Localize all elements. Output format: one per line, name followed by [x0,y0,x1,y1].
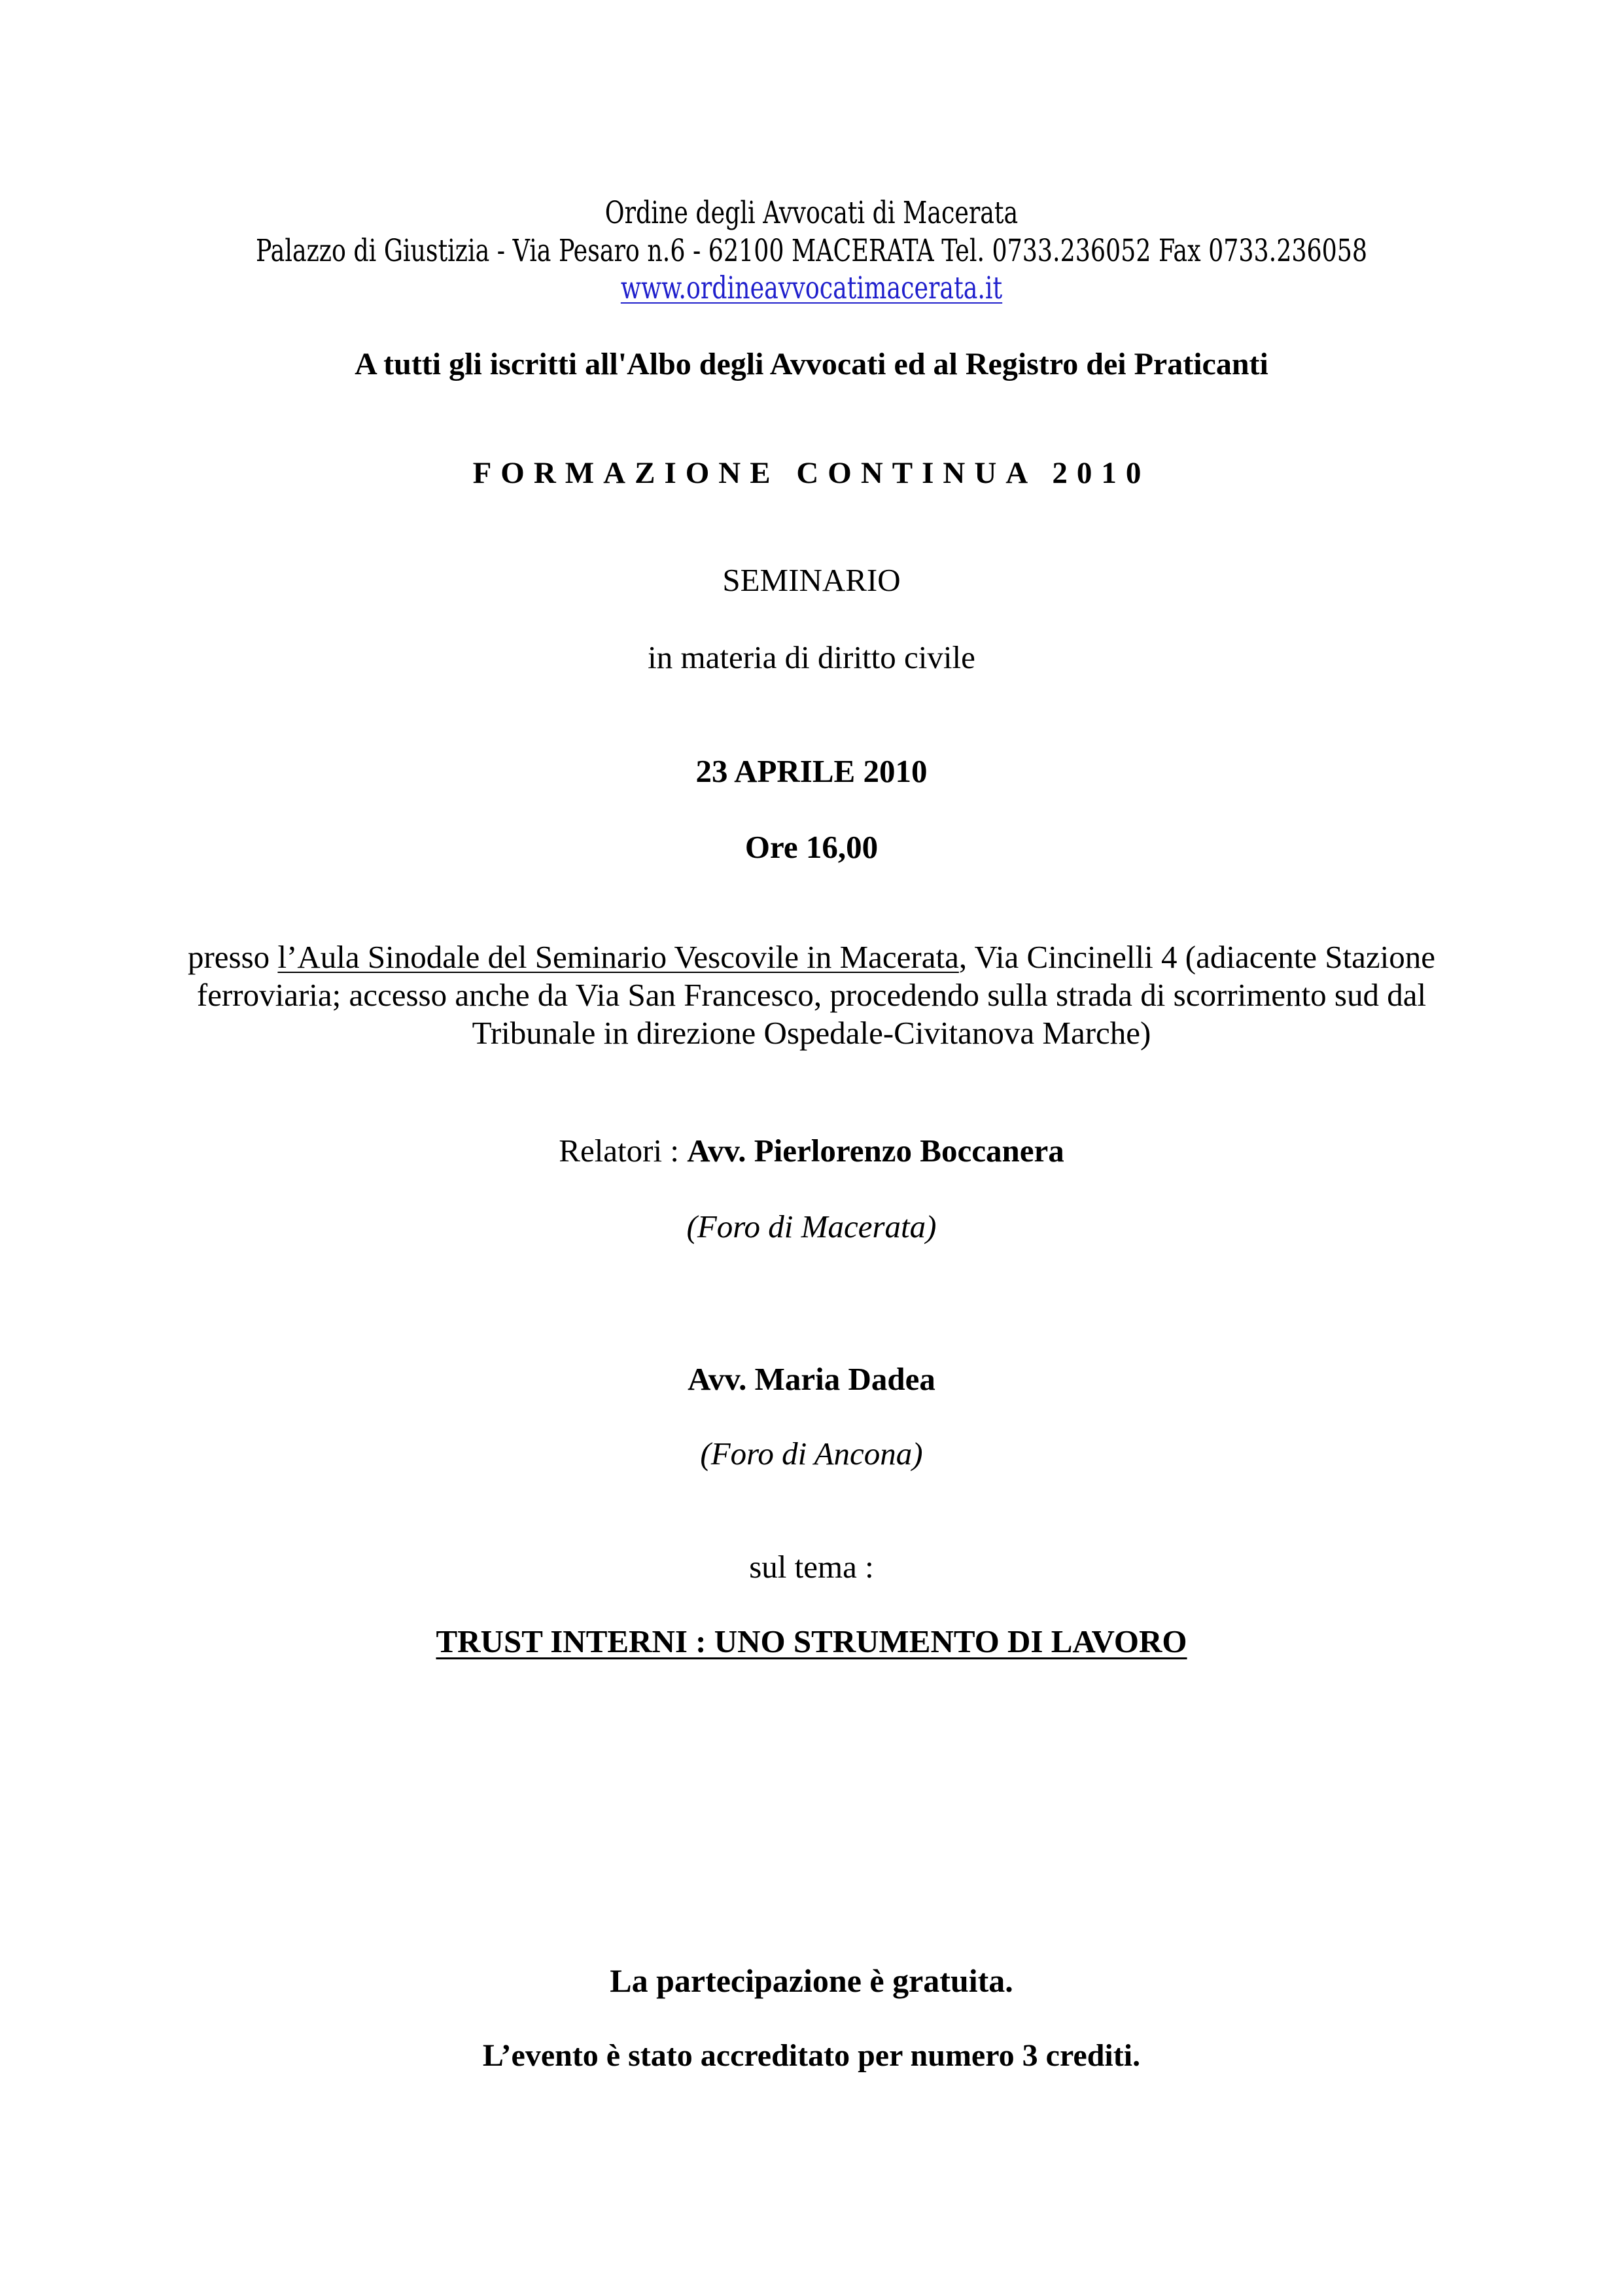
program-title: FORMAZIONE CONTINUA 2010 [472,456,1151,490]
event-date: 23 APRILE 2010 [695,753,928,789]
event-type: SEMINARIO [722,562,901,598]
organization-name: Ordine degli Avvocati di Macerata [604,195,1019,231]
speaker-1-name: Avv. Pierlorenzo Boccanera [687,1133,1064,1169]
participation-note: La partecipazione è gratuita. [610,1962,1013,1999]
organization-website-line [114,270,1510,306]
speaker-2-bar: (Foro di Ancona) [700,1436,923,1472]
website-link[interactable]: www.ordineavvocatimacerata.it [620,270,1003,306]
speaker-1-bar: (Foro di Macerata) [686,1209,937,1245]
location-street: , Via Cincinelli 4 (adiacente Stazione [958,939,1436,975]
location-line-3: Tribunale in direzione Ospedale-Civitanova Marche) [472,1015,1151,1051]
recipients-line: A tutti gli iscritti all'Albo degli Avvocati ed al Registro dei Praticanti [355,347,1268,381]
organization-address: Palazzo di Giustizia - Via Pesaro n.6 - 62100 MACERATA Tel. 0733.236052 Fax 0733.236058 [255,233,1368,269]
event-location [0,938,1623,1052]
seminar-topic: TRUST INTERNI : UNO STRUMENTO DI LAVORO [436,1623,1187,1659]
subject-area: in materia di diritto civile [648,639,975,675]
credits-note: L’evento è stato accreditato per numero 3 crediti. [482,2038,1141,2073]
speaker-2-name: Avv. Maria Dadea [688,1361,935,1397]
topic-label: sul tema : [749,1549,874,1585]
location-prefix: presso [187,939,278,975]
speaker-1-line [0,1135,1623,1167]
location-line-1 [0,938,1623,976]
speakers-label: Relatori : [559,1133,688,1169]
event-time: Ore 16,00 [744,829,879,865]
venue-name: l’Aula Sinodale del Seminario Vescovile in Macerata [277,939,959,975]
location-line-2: ferroviaria; accesso anche da Via San Francesco, procedendo sulla strada di scorrimento sud dal [196,977,1427,1013]
